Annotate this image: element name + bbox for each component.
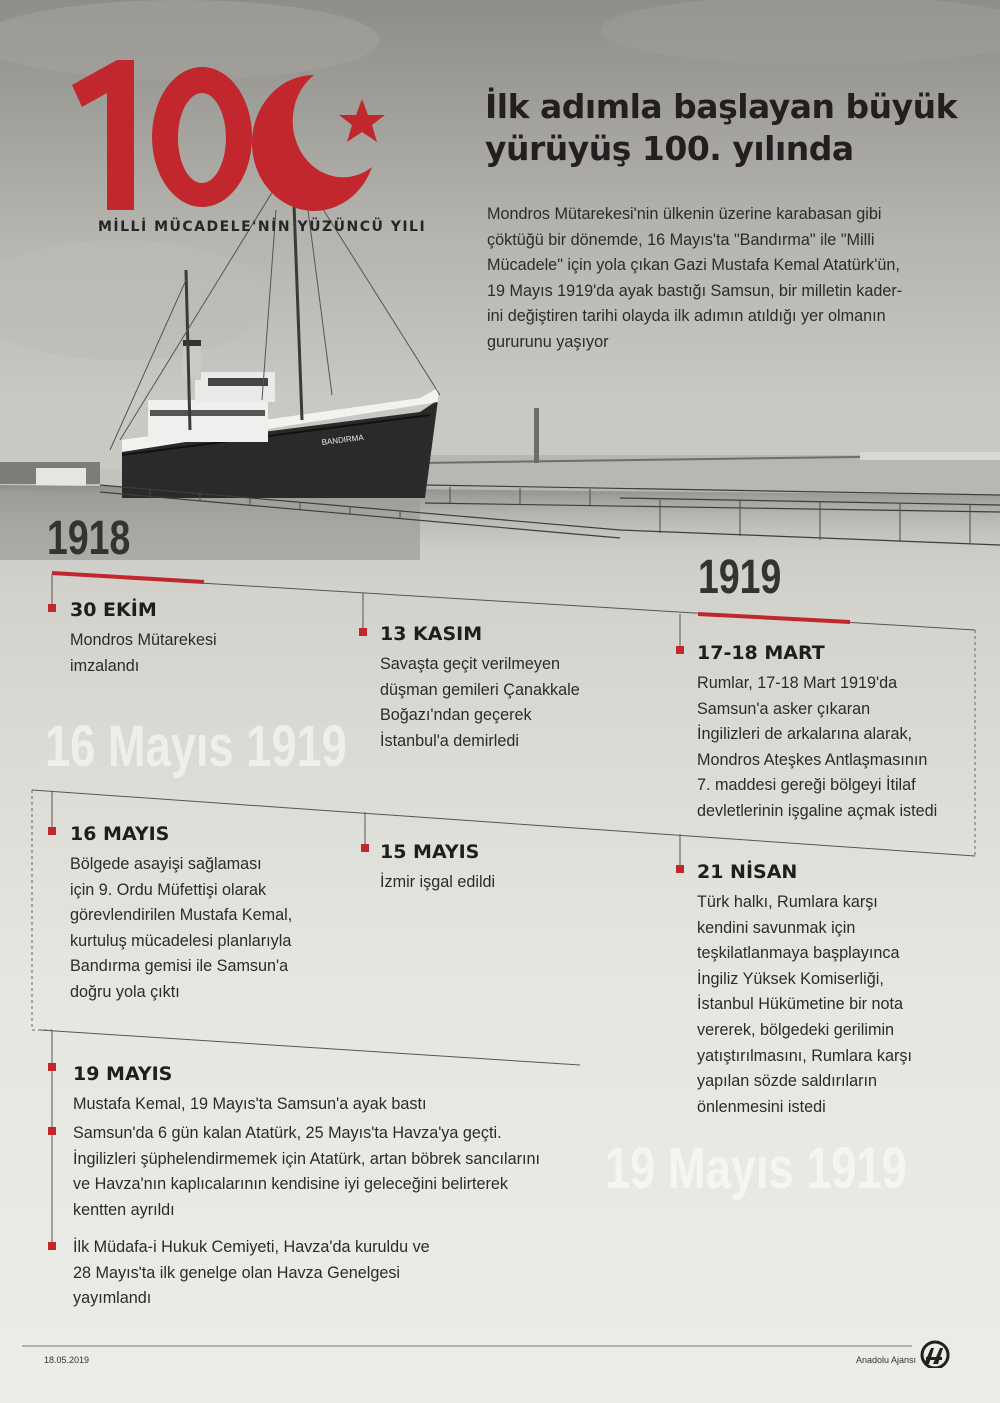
- event-text: İlk Müdafa-i Hukuk Cemiyeti, Havza'da kuruldu ve 28 Mayıs'ta ilk genelge olan Havza Genelgesi yayımlandı: [73, 1238, 430, 1308]
- event-date: 21 NİSAN: [697, 861, 798, 883]
- centenary-100-logo: [62, 55, 402, 240]
- event-date: 16 MAYIS: [70, 823, 170, 845]
- event-30-ekim: [70, 598, 217, 679]
- event-date: 19 MAYIS: [73, 1063, 173, 1085]
- event-text: Savaşta geçit verilmeyen düşman gemileri Çanakkale Boğazı'ndan geçerek İstanbul'a demirledi: [380, 655, 580, 750]
- headline-line-2: yürüyüş 100. yılında: [485, 129, 854, 168]
- event-date: 13 KASIM: [380, 623, 483, 645]
- event-17-18-mart: [697, 641, 937, 825]
- bullet-19-mayis: [48, 1063, 56, 1071]
- bullet-15-mayis: [361, 844, 369, 852]
- event-text: Mondros Mütarekesi imzalandı: [70, 631, 217, 675]
- event-19-mayis: [73, 1062, 426, 1118]
- event-text: Rumlar, 17-18 Mart 1919'da Samsun'a asker çıkaran İngilizleri de arkalarına alarak, Mondros Ateşkes Antlaşmasının 7. maddesi gereği bölgeyi İtilaf devletlerinin işgaline açmak istedi: [697, 674, 938, 820]
- headline-line-1: İlk adımla başlayan büyük: [485, 87, 958, 126]
- event-21-nisan: [697, 860, 912, 1120]
- event-date: 30 EKİM: [70, 599, 157, 621]
- footer-source: Anadolu Ajansı: [856, 1355, 917, 1365]
- event-date: 15 MAYIS: [380, 841, 480, 863]
- intro-line: Mücadele" için yola çıkan Gazi Mustafa Kemal Atatürk'ün,: [487, 256, 900, 274]
- event-16-mayis: [70, 822, 292, 1006]
- bullet-mudafa-i-hukuk: [48, 1242, 56, 1250]
- intro-paragraph: [487, 202, 957, 355]
- intro-line: gururunu yaşıyor: [487, 332, 609, 351]
- logo-tagline: MİLLİ MÜCADELE'NİN YÜZÜNCÜ YILI: [98, 219, 427, 235]
- year-1918: 1918: [47, 512, 131, 565]
- bullet-17-18-mart: [676, 646, 684, 654]
- intro-line: 19 Mayıs 1919'da ayak bastığı Samsun, bir milletin kader-: [487, 281, 903, 300]
- bullet-21-nisan: [676, 865, 684, 873]
- event-15-mayis: [380, 840, 495, 896]
- anadolu-agency-logo-icon: [918, 1340, 952, 1368]
- bullet-30-ekim: [48, 604, 56, 612]
- bullet-16-mayis: [48, 827, 56, 835]
- footer-date: 18.05.2019: [44, 1355, 90, 1365]
- headline: [485, 86, 965, 170]
- event-havza: [73, 1121, 540, 1223]
- event-text: Samsun'da 6 gün kalan Atatürk, 25 Mayıs'ta Havza'ya geçti. İngilizleri şüphelendirmemek için Atatürk, artan böbrek sancılarını ve Havza'nın kaplıcalarının kendisine iyi geleceğini belirterek kentten ayrıldı: [73, 1124, 540, 1219]
- intro-line: Mondros Mütarekesi'nin ülkenin üzerine karabasan gibi: [487, 205, 882, 223]
- event-text: İzmir işgal edildi: [380, 873, 496, 891]
- event-13-kasim: [380, 622, 580, 754]
- year-1919: 1919: [698, 551, 782, 604]
- bullet-13-kasim: [359, 628, 367, 636]
- bullet-havza: [48, 1127, 56, 1135]
- watermark-16-mayis: 16 Mayıs 1919: [45, 714, 347, 779]
- event-text: Mustafa Kemal, 19 Mayıs'ta Samsun'a ayak bastı: [73, 1095, 427, 1113]
- intro-line: çöktüğü bir dönemde, 16 Mayıs'ta "Bandırma" ile "Milli: [487, 230, 875, 249]
- event-text: Türk halkı, Rumlara karşı kendini savunmak için teşkilatlanmaya başplayınca İngiliz Yüksek Komiserliği, İstanbul Hükümetine bir nota vererek, bölgedeki gerilimin yatıştırılmasını, Rumlara karşı yapılan sözde saldırıların önlenmesini istedi: [697, 893, 912, 1116]
- intro-line: ini değiştiren tarihi olayda ilk adımın atıldığı yer olmanın: [487, 307, 886, 325]
- ship-name-label: BANDIRMA: [321, 432, 365, 447]
- watermark-19-mayis: 19 Mayıs 1919: [605, 1136, 907, 1201]
- event-mudafa-i-hukuk: [73, 1235, 430, 1312]
- event-date: 17-18 MART: [697, 642, 825, 664]
- event-text: Bölgede asayişi sağlaması için 9. Ordu Müfettişi olarak görevlendirilen Mustafa Kemal, kurtuluş mücadelesi planlarıyla Bandırma gemisi ile Samsun'a doğru yola çıktı: [70, 855, 293, 1001]
